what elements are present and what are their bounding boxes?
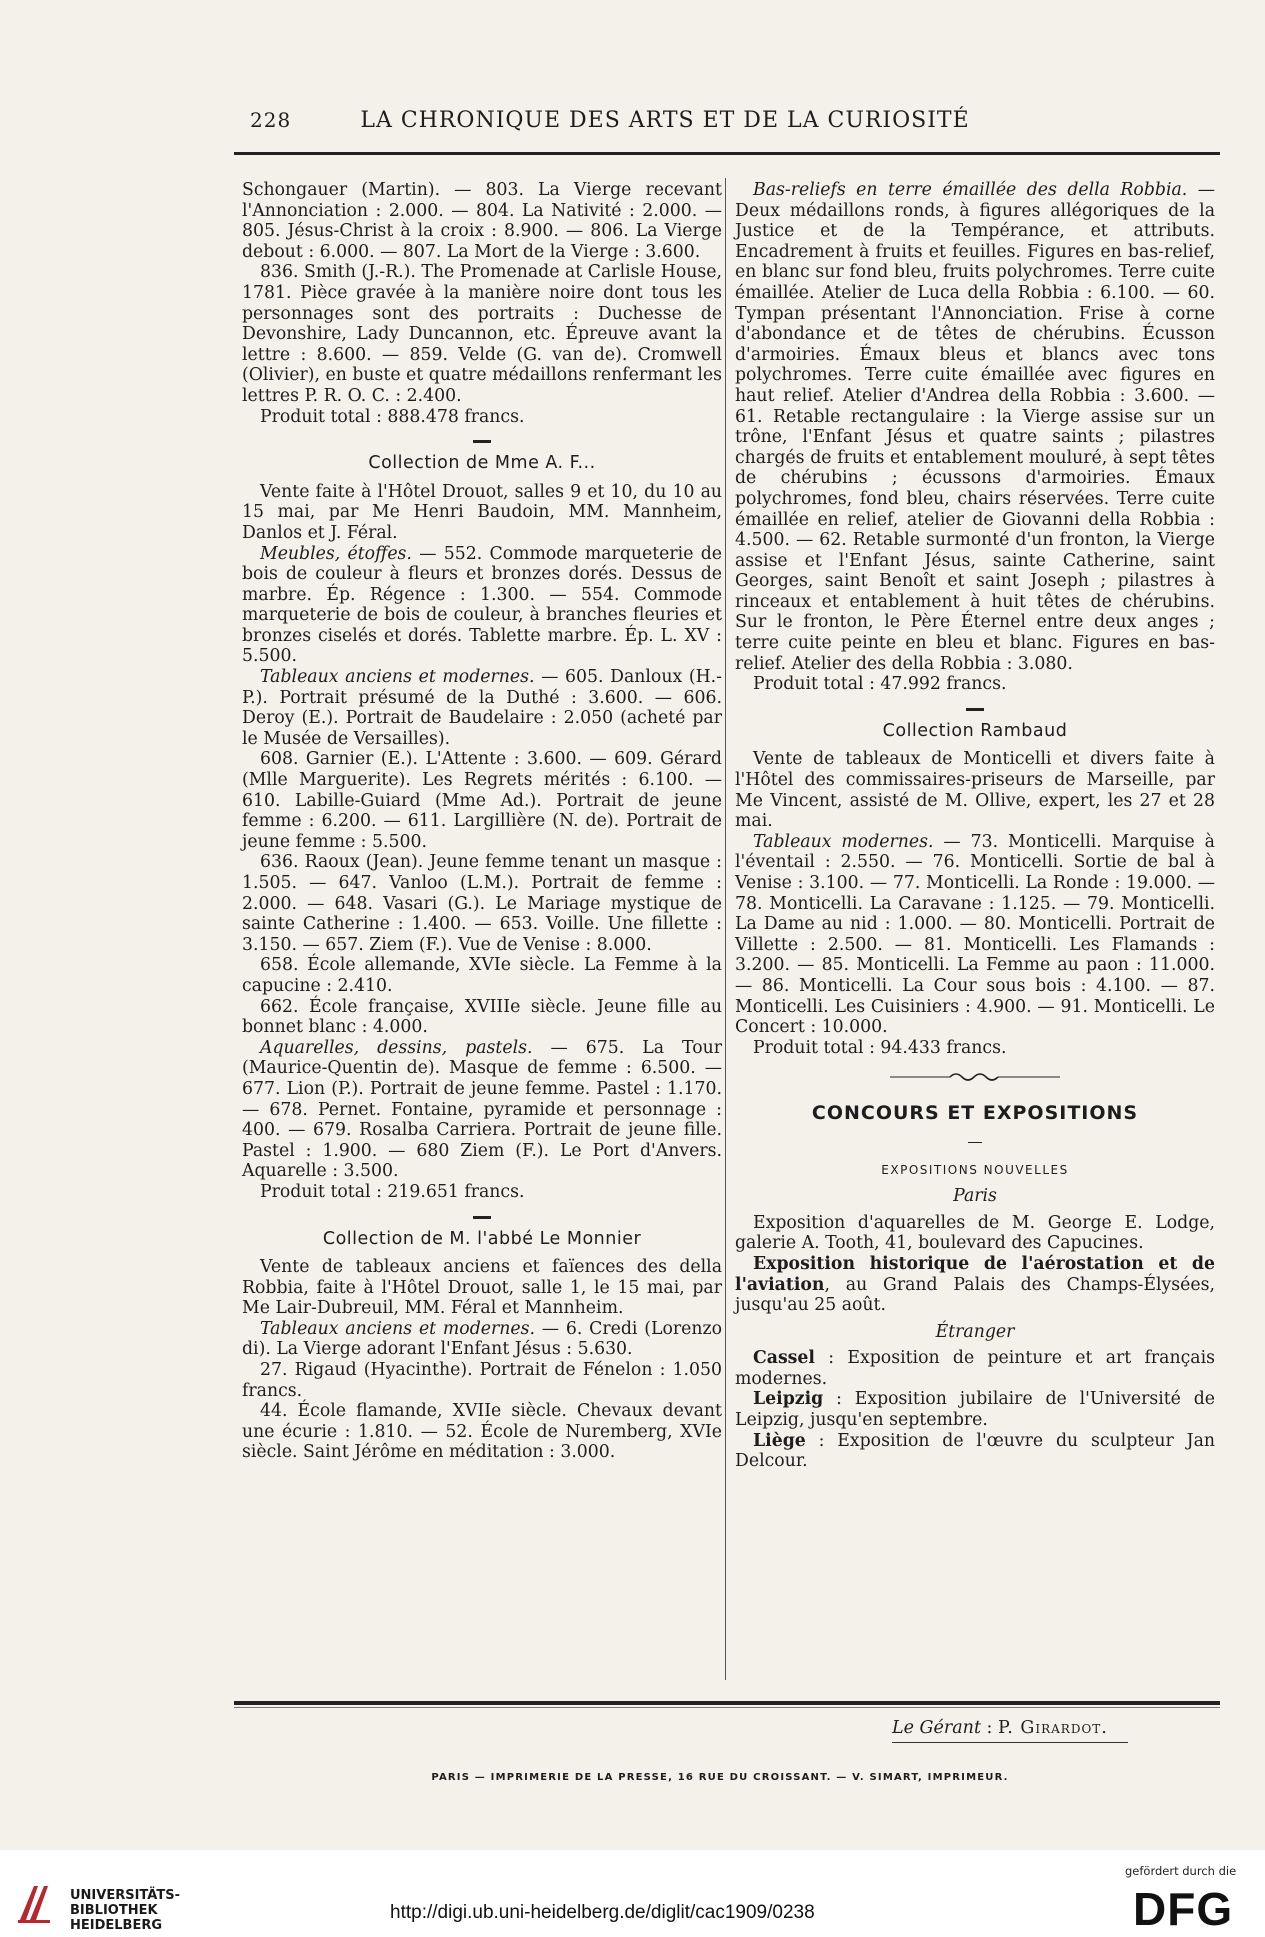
paragraph-meubles: Meubles, étoffes. — 552. Commode marqueterie de bois de couleur à fleurs et bronzes dorés. Dessus de marbre. Ép. Régence : 1.300. — 554. Commode marqueterie de bois de couleur, à branches fleuries et bronzes ciselés et dorés. Tablette marbre. Ép. L. XV : 5.500. xyxy=(242,543,722,667)
label-bas-reliefs: Bas-reliefs en terre émaillée des della Robbia. xyxy=(753,180,1188,200)
total-2: Produit total : 219.651 francs. xyxy=(260,1181,525,1202)
separator xyxy=(735,1134,1215,1150)
paragraph-aerostation: Exposition historique de l'aérostation et de l'aviation, au Grand Palais des Champs-Élysées, jusqu'au 25 août. xyxy=(735,1253,1215,1316)
paragraph-608: 608. Garnier (E.). L'Attente : 3.600. — 609. Gérard (Mlle Marguerite). Les Regrets mérités : 6.100. — 610. Labille-Guiard (Mme Ad.). Portrait de jeune femme : 6.200. — 611. Largillière (N. de). Portrait de jeune femme : 5.500. xyxy=(242,749,722,852)
ornament-divider xyxy=(735,1068,1215,1089)
signature-name: P. Girardot. xyxy=(998,1718,1108,1738)
university-library-name: UNIVERSITÄTS- BIBLIOTHEK HEIDELBERG xyxy=(70,1888,180,1933)
label-monnier-tableaux: Tableaux anciens et modernes. xyxy=(260,1318,535,1339)
heading-paris: Paris xyxy=(953,1186,997,1207)
paragraph-smith: 836. Smith (J.-R.). The Promenade at Carlisle House, 1781. Pièce gravée à la manière noire dont tous les personnages sont des portraits : Duchesse de Devonshire, Lady Duncannon, etc. Épreuve avant la lettre : 8.600. — 859. Velde (G. van de). Cromwell (Olivier), en buste et quatre médaillons renfermant les lettres P. R. O. C. : 2.400. xyxy=(242,262,722,406)
journal-title: LA CHRONIQUE DES ARTS ET DE LA CURIOSITÉ xyxy=(360,108,970,133)
paragraph-bas-reliefs: Bas-reliefs en terre émaillée des della Robbia. — Deux médaillons ronds, à figures allégoriques de la Justice et de la Tempérance, et attributs. Encadrement à fruits et feuilles. Figures en bas-relief, en blanc sur fond bleu, fruits polychromes. Terre cuite émaillée. Atelier de Luca della Robbia : 6.100. — 60. Tympan présentant l'Annonciation. Frise à corne d'abondance et de têtes de chérubins. Écusson d'armoiries. Émaux bleus et blancs avec tons polychromes. Terre cuite émaillée avec figures en haut relief. Atelier d'Andrea della Robbia : 3.600. — 61. Retable rectangulaire : la Vierge assise sur un trône, l'Enfant Jésus et quatre saints ; pilastres chargés de fruits et entablement mouluré, à sept têtes de chérubins ; écussons d'armoiries. Émaux polychromes, fond bleu, chairs réservées. Terre cuite émaillée en relief, atelier de Giovanni della Robbia : 4.500. — 62. Retable surmonté d'un fronton, la Vierge assise et l'Enfant Jésus, sainte Catherine, saint Georges, saint Benoît et saint Joseph ; pilastres à rinceaux et entablement à huit têtes de chérubins. Sur le fronton, le Père Éternel entre deux anges ; terre cuite peinte en bleu et blanc. Figures en bas-relief. Atelier des della Robbia : 3.080. xyxy=(735,180,1215,674)
signature-line: Le Gérant : P. Girardot. xyxy=(892,1718,1128,1743)
heading-collection-af: Collection de Mme A. F... xyxy=(368,453,596,474)
bottom-rule xyxy=(234,1701,1220,1705)
paragraph-44: 44. École flamande, XVIIe siècle. Chevaux devant une écurie : 1.810. — 52. École de Nuremberg, XVIe siècle. Saint Jérôme en méditation : 3.000. xyxy=(242,1401,722,1463)
paragraph-liege: Liège : Exposition de l'œuvre du sculpteur Jan Delcour. xyxy=(735,1430,1215,1472)
monnier-intro: Vente de tableaux anciens et faïences des della Robbia, faite à l'Hôtel Drouot, salle 1, le 15 mai, par Me Lair-Dubreuil, MM. Féral et Mannheim. xyxy=(242,1257,722,1319)
paragraph-schongauer: Schongauer (Martin). — 803. La Vierge recevant l'Annonciation : 2.000. — 804. La Nativité : 2.000. — 805. Jésus-Christ à la croix : 8.900. — 806. La Vierge debout : 6.000. — 807. La Mort de la Vierge : 3.600. xyxy=(242,180,722,262)
label-aquarelles: Aquarelles, dessins, pastels. xyxy=(260,1037,533,1058)
label-aerostation: Exposition historique de l'aérostation et de l'aviation xyxy=(735,1253,1215,1295)
paragraph-lodge: Exposition d'aquarelles de M. George E. Lodge, galerie A. Tooth, 41, boulevard des Capucines. xyxy=(735,1212,1215,1254)
left-column xyxy=(242,180,722,1463)
page-header xyxy=(250,108,1080,133)
paragraph-636: 636. Raoux (Jean). Jeune femme tenant un masque : 1.505. — 647. Vanloo (L.M.). Portrait de femme : 2.000. — 648. Vasari (G.). Le Mariage mystique de sainte Catherine : 1.400. — 653. Voille. Une fillette : 3.150. — 657. Ziem (F.). Vue de Venise : 8.000. xyxy=(242,852,722,955)
label-meubles: Meubles, étoffes. xyxy=(260,543,412,564)
heading-expositions-nouvelles: EXPOSITIONS NOUVELLES xyxy=(881,1162,1069,1177)
permalink-url[interactable]: http://digi.ub.uni-heidelberg.de/diglit/cac1909/0238 xyxy=(390,1902,815,1923)
paragraph-leipzig: Leipzig : Exposition jubilaire de l'Université de Leipzig, jusqu'en septembre. xyxy=(735,1389,1215,1431)
total-4: Produit total : 94.433 francs. xyxy=(753,1037,1007,1058)
digitization-footer xyxy=(0,1850,1265,1937)
university-library-logo-icon xyxy=(14,1880,62,1928)
header-rule xyxy=(234,152,1220,155)
total-1: Produit total : 888.478 francs. xyxy=(260,406,525,427)
page-number: 228 xyxy=(250,108,292,132)
heading-collection-monnier: Collection de M. l'abbé Le Monnier xyxy=(322,1228,642,1249)
paragraph-662: 662. École française, XVIIIe siècle. Jeune fille au bonnet blanc : 4.000. xyxy=(242,996,722,1038)
wavy-ornament-icon xyxy=(890,1071,1060,1083)
label-liege: Liège xyxy=(753,1430,806,1451)
paragraph-aquarelles: Aquarelles, dessins, pastels. — 675. La Tour (Maurice-Quentin de). Masque de femme : 6.500. — 677. Lion (P.). Portrait de jeune femme. Pastel : 1.170. — 678. Pernet. Fontaine, pyramide et personnage : 400. — 679. Rosalba Carriera. Portrait de jeune fille. Pastel : 1.900. — 680 Ziem (F.). Le Port d'Anvers. Aquarelle : 3.500. xyxy=(242,1037,722,1182)
paragraph-cassel: Cassel : Exposition de peinture et art français modernes. xyxy=(735,1348,1215,1389)
dfg-logo: DFG xyxy=(1133,1883,1234,1935)
separator xyxy=(735,701,1215,717)
paragraph-tableaux: Tableaux anciens et modernes. — 605. Danloux (H.-P.). Portrait présumé de la Duthé : 3.600. — 606. Deroy (E.). Portrait de Baudelaire : 2.050 (acheté par le Musée de Versailles). xyxy=(242,667,722,749)
paragraph-rambaud-tableaux: Tableaux modernes. — 73. Monticelli. Marquise à l'éventail : 2.550. — 76. Monticelli. Sortie de bal à Venise : 3.100. — 77. Monticelli. La Ronde : 19.000. — 78. Monticelli. La Caravane : 1.125. — 79. Monticelli. La Dame au nid : 1.000. — 80. Monticelli. Portrait de Villette : 2.500. — 81. Monticelli. Les Flamands : 3.200. — 85. Monticelli. La Femme au paon : 11.000. — 86. Monticelli. La Cour sous bois : 4.100. — 87. Monticelli. Les Cuisiniers : 4.900. — 91. Monticelli. Le Concert : 10.000. xyxy=(735,831,1215,1038)
rambaud-intro: Vente de tableaux de Monticelli et divers faite à l'Hôtel des commissaires-priseurs de Marseille, par Me Vincent, assisté de M. Ollive, expert, les 27 et 28 mai. xyxy=(735,749,1215,832)
paragraph-658: 658. École allemande, XVIe siècle. La Femme à la capucine : 2.410. xyxy=(242,955,722,996)
bottom-rule-thin xyxy=(234,1707,1220,1708)
total-3: Produit total : 47.992 francs. xyxy=(753,674,1007,695)
heading-concours: CONCOURS ET EXPOSITIONS xyxy=(811,1101,1139,1124)
separator xyxy=(242,433,722,449)
heading-etranger: Étranger xyxy=(935,1321,1015,1342)
funding-label: gefördert durch die xyxy=(1125,1864,1237,1878)
paragraph-monnier-tableaux: Tableaux anciens et modernes. — 6. Credi (Lorenzo di). La Vierge adorant l'Enfant Jésus : 5.630. xyxy=(242,1318,722,1360)
signature-label: Le Gérant xyxy=(892,1718,981,1738)
printer-line: PARIS — IMPRIMERIE DE LA PRESSE, 16 RUE DU CROISSANT. — V. SIMART, IMPRIMEUR. xyxy=(431,1772,1009,1783)
label-rambaud-tableaux: Tableaux modernes. xyxy=(753,831,934,852)
label-tableaux: Tableaux anciens et modernes. xyxy=(260,667,535,688)
column-divider xyxy=(725,178,726,1680)
label-cassel: Cassel xyxy=(753,1348,815,1369)
right-column xyxy=(735,180,1215,1472)
heading-collection-rambaud: Collection Rambaud xyxy=(882,720,1068,741)
separator xyxy=(242,1209,722,1225)
af-intro: Vente faite à l'Hôtel Drouot, salles 9 et 10, du 10 au 15 mai, par Me Henri Baudoin, MM. Mannheim, Danlos et J. Féral. xyxy=(242,481,722,543)
paragraph-27: 27. Rigaud (Hyacinthe). Portrait de Fénelon : 1.050 francs. xyxy=(242,1360,722,1401)
label-leipzig: Leipzig xyxy=(753,1389,824,1410)
